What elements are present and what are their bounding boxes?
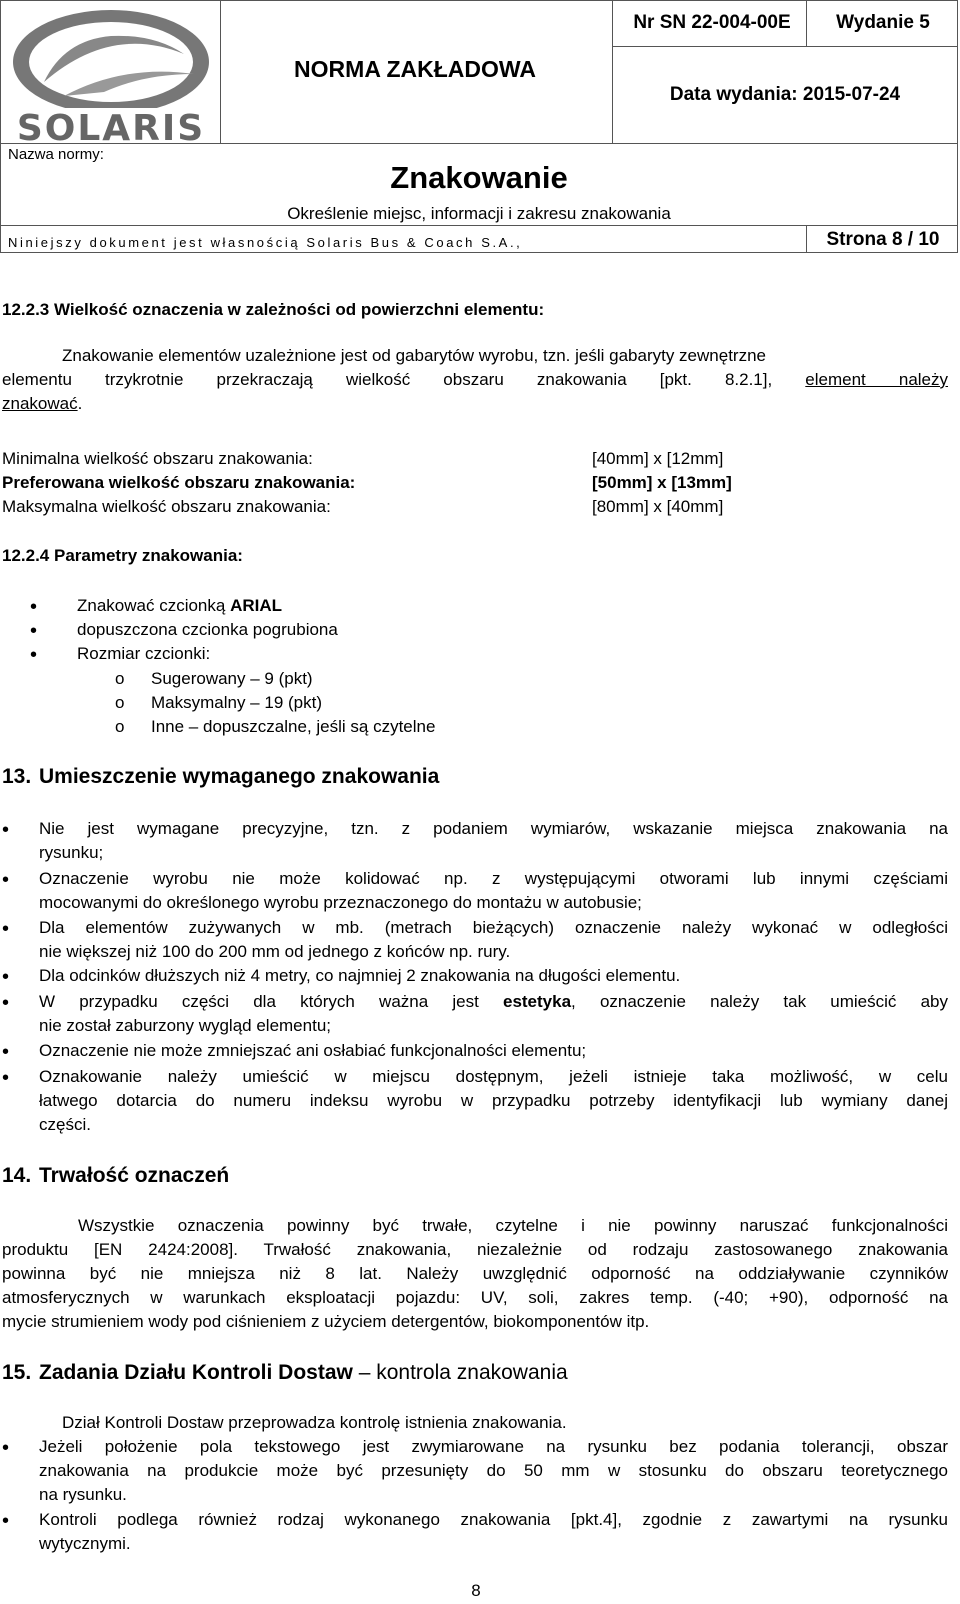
s1223-para-line1: Znakowanie elementów uzależnione jest od gabarytów wyrobu, tzn. jeśli gabaryty zewnętrzne [62, 346, 766, 365]
s14-line2: produktu [EN 2424:2008]. Trwałość znakowania, niezależnie od rodzaju zastosowanego znakowania [2, 1240, 948, 1259]
s13-item5-c: , oznaczenie należy tak umieścić aby [571, 992, 948, 1011]
page-indicator: Strona 8 / 10 [826, 229, 940, 250]
sub-marker: o [115, 717, 125, 736]
s13-item5-line1 [39, 992, 948, 1012]
size-suggested: Sugerowany – 9 (pkt) [151, 669, 313, 688]
section-15-title-rest: – kontrola znakowania [352, 1361, 568, 1384]
section-15-number: 15. [2, 1361, 32, 1384]
s15-intro: Dział Kontroli Dostaw przeprowadza kontrolę istnienia znakowania. [62, 1413, 567, 1432]
param-font [77, 596, 282, 616]
param-font-text: Znakować czcionką [77, 596, 231, 615]
page-number: 8 [471, 1581, 481, 1600]
size-pref-value: [50mm] x [13mm] [592, 473, 732, 492]
svg-text:SOLARIS: SOLARIS [16, 108, 206, 144]
s13-item2-line1: Oznaczenie wyrobu nie może kolidować np. z występującymi otworami lub innymi częściami [39, 869, 948, 888]
s13-item1-line1: Nie jest wymagane precyzyjne, tzn. z podaniem wymiarów, wskazanie miejsca znakowania na [39, 819, 948, 838]
size-maximum: Maksymalny – 19 (pkt) [151, 693, 322, 712]
bullet-marker: • [2, 1041, 10, 1063]
size-other: Inne – dopuszczalne, jeśli są czytelne [151, 717, 436, 736]
s1223-para-line3-a: znakować [2, 394, 78, 413]
name-label: Nazwa normy: [8, 146, 104, 163]
section-13-number: 13. [2, 765, 32, 788]
bullet-marker: • [30, 644, 38, 666]
section-13-title: Umieszczenie wymaganego znakowania [39, 765, 440, 788]
size-min-value: [40mm] x [12mm] [592, 449, 724, 468]
section-15-title-bold: Zadania Działu Kontroli Dostaw [39, 1361, 353, 1384]
param-bold: dopuszczona czcionka pogrubiona [77, 620, 338, 639]
document-subtitle: Określenie miejsc, informacji i zakresu znakowania [287, 204, 671, 223]
s1223-para-line2-b: element należy [805, 370, 949, 389]
s13-item5-b: estetyka [502, 992, 572, 1011]
s13-item4: Dla odcinków dłuższych niż 4 metry, co najmniej 2 znakowania na długości elementu. [39, 966, 681, 985]
bullet-marker: • [2, 819, 10, 841]
param-size: Rozmiar czcionki: [77, 644, 211, 663]
s15-item1-line1: Jeżeli położenie pola tekstowego jest zwymiarowane na rysunku bez podania tolerancji, obszar [39, 1437, 948, 1456]
bullet-marker: • [2, 1437, 10, 1459]
ownership-notice: Niniejszy dokument jest własnością Solaris Bus & Coach S.A., [8, 235, 523, 250]
s13-item5-a: W przypadku części dla których ważna jest [39, 992, 503, 1011]
s14-line4: atmosferycznych w warunkach eksploatacji pojazdu: UV, soli, zakres temp. (-40; +90), odporność na [2, 1288, 948, 1307]
s13-item6: Oznaczenie nie może zmniejszać ani osłabiać funkcjonalności elementu; [39, 1041, 587, 1060]
section-14-number: 14. [2, 1164, 32, 1187]
s14-line5: mycie strumieniem wody pod ciśnieniem z użyciem detergentów, biokomponentów itp. [2, 1312, 650, 1331]
sub-marker: o [115, 693, 125, 712]
s14-line3: powinna być nie mniejsza niż 8 lat. Należy uwzględnić odporność na oddziaływanie czynników [2, 1264, 948, 1283]
norm-title: NORMA ZAKŁADOWA [294, 56, 536, 82]
size-min-label: Minimalna wielkość obszaru znakowania: [2, 449, 313, 468]
bullet-marker: • [2, 992, 10, 1014]
s13-item3-line2: nie większej niż 100 do 200 mm od jednego z końców np. rury. [39, 942, 511, 961]
document-number: Nr SN 22-004-00E [633, 12, 791, 33]
section-14-title: Trwałość oznaczeń [39, 1164, 230, 1187]
s13-item5-line2: nie został zaburzony wygląd elementu; [39, 1016, 331, 1035]
solaris-logo [4, 4, 218, 144]
edition: Wydanie 5 [836, 12, 930, 33]
bullet-marker: • [2, 1510, 10, 1532]
bullet-marker: • [2, 1067, 10, 1089]
s13-item2-line2: mocowanymi do określonego wyrobu przeznaczonego do montażu w autobusie; [39, 893, 642, 912]
sub-marker: o [115, 669, 125, 688]
section-12-2-3-heading: 12.2.3 Wielkość oznaczenia w zależności od powierzchni elementu: [2, 300, 545, 319]
s15-item2-line2: wytycznymi. [39, 1534, 131, 1553]
s15-item1-line2: znakowania na produkcie może być przesunięty do 50 mm w stosunku do obszaru teoretycznego [39, 1461, 948, 1480]
s15-item2-line1: Kontroli podlega również rodzaj wykonanego znakowania [pkt.4], zgodnie z zawartymi na rysunku [39, 1510, 948, 1529]
s1223-para-line2-a: elementu trzykrotnie przekraczają wielkość obszaru znakowania [pkt. 8.2.1], [2, 370, 806, 389]
s13-item3-line1: Dla elementów zużywanych w mb. (metrach bieżących) oznaczenie należy wykonać w odległości [39, 918, 948, 937]
s13-item7-line2: łatwego dotarcia do numeru indeksu wyrobu w przypadku potrzeby identyfikacji lub wymiany danej [39, 1091, 948, 1110]
s1223-para-line3 [2, 394, 82, 414]
section-12-2-4-heading: 12.2.4 Parametry znakowania: [2, 546, 243, 565]
size-max-value: [80mm] x [40mm] [592, 497, 724, 516]
document-header [0, 0, 958, 254]
document-title: Znakowanie [390, 160, 568, 195]
section-15-title [39, 1361, 568, 1385]
size-max-label: Maksymalna wielkość obszaru znakowania: [2, 497, 331, 516]
bullet-marker: • [30, 596, 38, 618]
bullet-marker: • [2, 966, 10, 988]
s1223-para-line2 [2, 370, 948, 390]
s14-line1: Wszystkie oznaczenia powinny być trwałe, czytelne i nie powinny naruszać funkcjonalności [78, 1216, 948, 1235]
s1223-para-line3-b: . [77, 394, 83, 413]
bullet-marker: • [2, 918, 10, 940]
size-pref-label: Preferowana wielkość obszaru znakowania: [2, 473, 356, 492]
param-font-name: ARIAL [230, 596, 283, 615]
bullet-marker: • [30, 620, 38, 642]
s15-item1-line3: na rysunku. [39, 1485, 127, 1504]
bullet-marker: • [2, 869, 10, 891]
issue-date: Data wydania: 2015-07-24 [669, 84, 901, 105]
s13-item7-line3: części. [39, 1115, 91, 1134]
s13-item7-line1: Oznakowanie należy umieścić w miejscu dostępnym, jeżeli istnieje taka możliwość, w celu [39, 1067, 948, 1086]
s13-item1-line2: rysunku; [39, 843, 104, 862]
